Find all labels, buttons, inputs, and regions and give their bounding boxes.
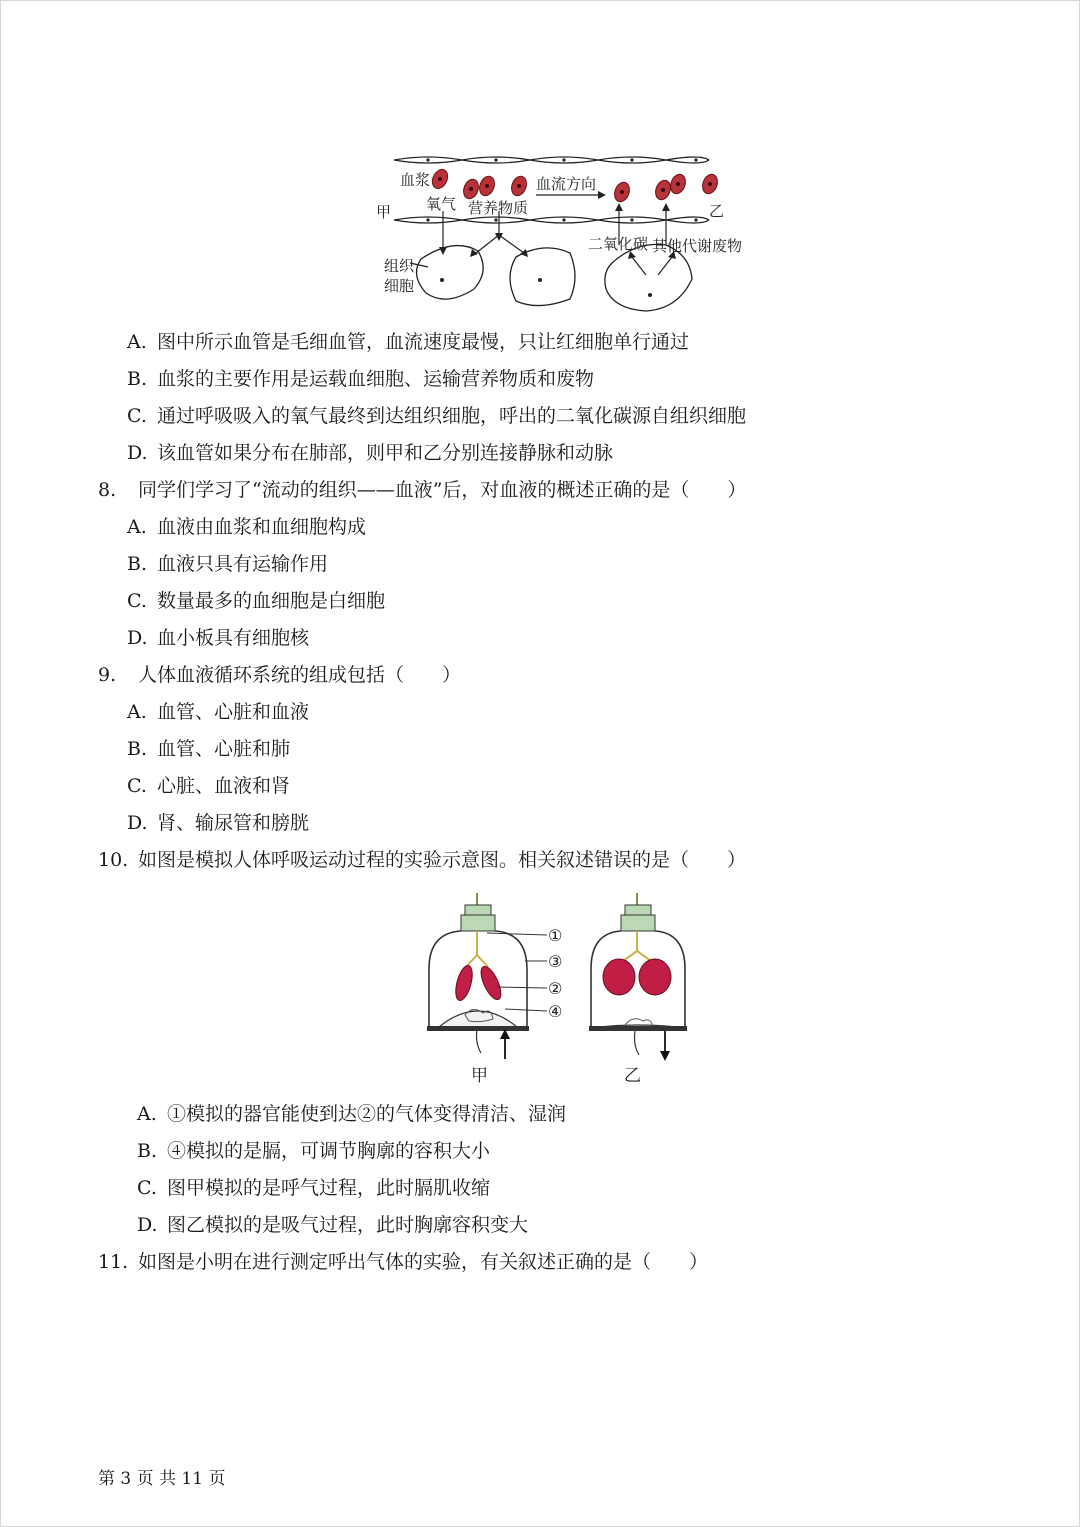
- question-text: 如图是模拟人体呼吸运动过程的实验示意图。相关叙述错误的是（ ）: [138, 849, 747, 871]
- option-label: C.: [127, 775, 147, 797]
- option-text: 血小板具有细胞核: [157, 627, 310, 649]
- option-text: 血管、心脏和血液: [157, 701, 310, 723]
- option-label: D.: [127, 812, 148, 834]
- label-tissue-cell-2: 细胞: [384, 277, 415, 295]
- option-label: C.: [127, 405, 147, 427]
- option-text: 血液由血浆和血细胞构成: [157, 516, 367, 538]
- capillary-diagram: [366, 149, 766, 319]
- q10-option-a: [137, 1102, 566, 1126]
- label-end-a: 甲: [376, 203, 392, 221]
- option-text: 血液只具有运输作用: [157, 553, 329, 575]
- option-label: B.: [127, 553, 148, 575]
- option-label: A.: [127, 331, 147, 353]
- marker-4: ④: [548, 1002, 563, 1021]
- option-text: 心脏、血液和肾: [157, 775, 291, 797]
- option-label: A.: [137, 1103, 157, 1125]
- q7-option-a: [127, 330, 689, 354]
- q7-option-c: [127, 404, 746, 428]
- label-nutrients: 营养物质: [468, 199, 529, 217]
- caption-a: 甲: [471, 1066, 488, 1086]
- option-text: 血浆的主要作用是运载血细胞、运输营养物质和废物: [157, 368, 595, 390]
- question-number: 9.: [98, 664, 117, 686]
- breathing-model-diagram: [421, 889, 691, 1089]
- question-number: 10.: [98, 849, 129, 871]
- q9-option-b: [127, 737, 290, 761]
- marker-2: ②: [548, 979, 563, 998]
- option-text: 血管、心脏和肺: [157, 738, 291, 760]
- option-label: B.: [137, 1140, 158, 1162]
- jar-b: [589, 893, 687, 1061]
- q9-option-d: [127, 811, 309, 835]
- label-flow-direction: 血流方向: [536, 175, 597, 193]
- label-plasma: 血浆: [400, 171, 431, 189]
- option-label: D.: [137, 1214, 158, 1236]
- option-text: 肾、输尿管和膀胱: [157, 812, 310, 834]
- q9-option-a: [127, 700, 309, 724]
- q8-stem: [98, 478, 746, 502]
- option-label: D.: [127, 627, 148, 649]
- caption-b: 乙: [624, 1066, 641, 1086]
- page-footer: 第 3 页 共 11 页: [98, 1469, 226, 1489]
- label-tissue-cell-1: 组织: [384, 257, 415, 275]
- question-number: 11.: [98, 1251, 129, 1273]
- q11-stem: [98, 1250, 708, 1274]
- marker-1: ①: [548, 926, 563, 945]
- tissue-cells: [417, 244, 692, 311]
- q8-option-d: [127, 626, 309, 650]
- question-text: 如图是小明在进行测定呼出气体的实验，有关叙述正确的是（ ）: [138, 1251, 709, 1273]
- q7-option-d: [127, 441, 613, 465]
- label-oxygen: 氧气: [426, 195, 457, 213]
- option-text: 图甲模拟的是呼气过程，此时膈肌收缩: [167, 1177, 491, 1199]
- option-label: C.: [137, 1177, 157, 1199]
- q8-option-b: [127, 552, 328, 576]
- q10-option-b: [137, 1139, 490, 1163]
- question-text: 同学们学习了“流动的组织——血液”后，对血液的概述正确的是（ ）: [138, 479, 747, 501]
- q8-option-a: [127, 515, 366, 539]
- option-label: A.: [127, 701, 147, 723]
- option-text: ①模拟的器官能使到达②的气体变得清洁、湿润: [167, 1103, 567, 1125]
- marker-3: ③: [548, 952, 563, 971]
- q10-stem: [98, 848, 746, 872]
- label-wastes: 其他代谢废物: [652, 237, 743, 255]
- option-label: C.: [127, 590, 147, 612]
- option-label: B.: [127, 368, 148, 390]
- option-text: 数量最多的血细胞是白细胞: [157, 590, 386, 612]
- option-text: 图中所示血管是毛细血管，血流速度最慢，只让红细胞单行通过: [157, 331, 690, 353]
- q8-option-c: [127, 589, 385, 613]
- option-label: D.: [127, 442, 148, 464]
- q7-option-b: [127, 367, 594, 391]
- option-label: A.: [127, 516, 147, 538]
- jar-a: [427, 893, 529, 1059]
- q10-option-d: [137, 1213, 528, 1237]
- label-end-b: 乙: [709, 202, 725, 220]
- q10-option-c: [137, 1176, 490, 1200]
- question-text: 人体血液循环系统的组成包括（ ）: [138, 664, 462, 686]
- option-text: 该血管如果分布在肺部，则甲和乙分别连接静脉和动脉: [157, 442, 614, 464]
- q9-option-c: [127, 774, 290, 798]
- option-text: 通过呼吸吸入的氧气最终到达组织细胞，呼出的二氧化碳源自组织细胞: [157, 405, 747, 427]
- label-co2: 二氧化碳: [588, 235, 649, 253]
- option-label: B.: [127, 738, 148, 760]
- q9-stem: [98, 663, 461, 687]
- option-text: 图乙模拟的是吸气过程，此时胸廓容积变大: [167, 1214, 529, 1236]
- option-text: ④模拟的是膈，可调节胸廓的容积大小: [167, 1140, 491, 1162]
- question-number: 8.: [98, 479, 117, 501]
